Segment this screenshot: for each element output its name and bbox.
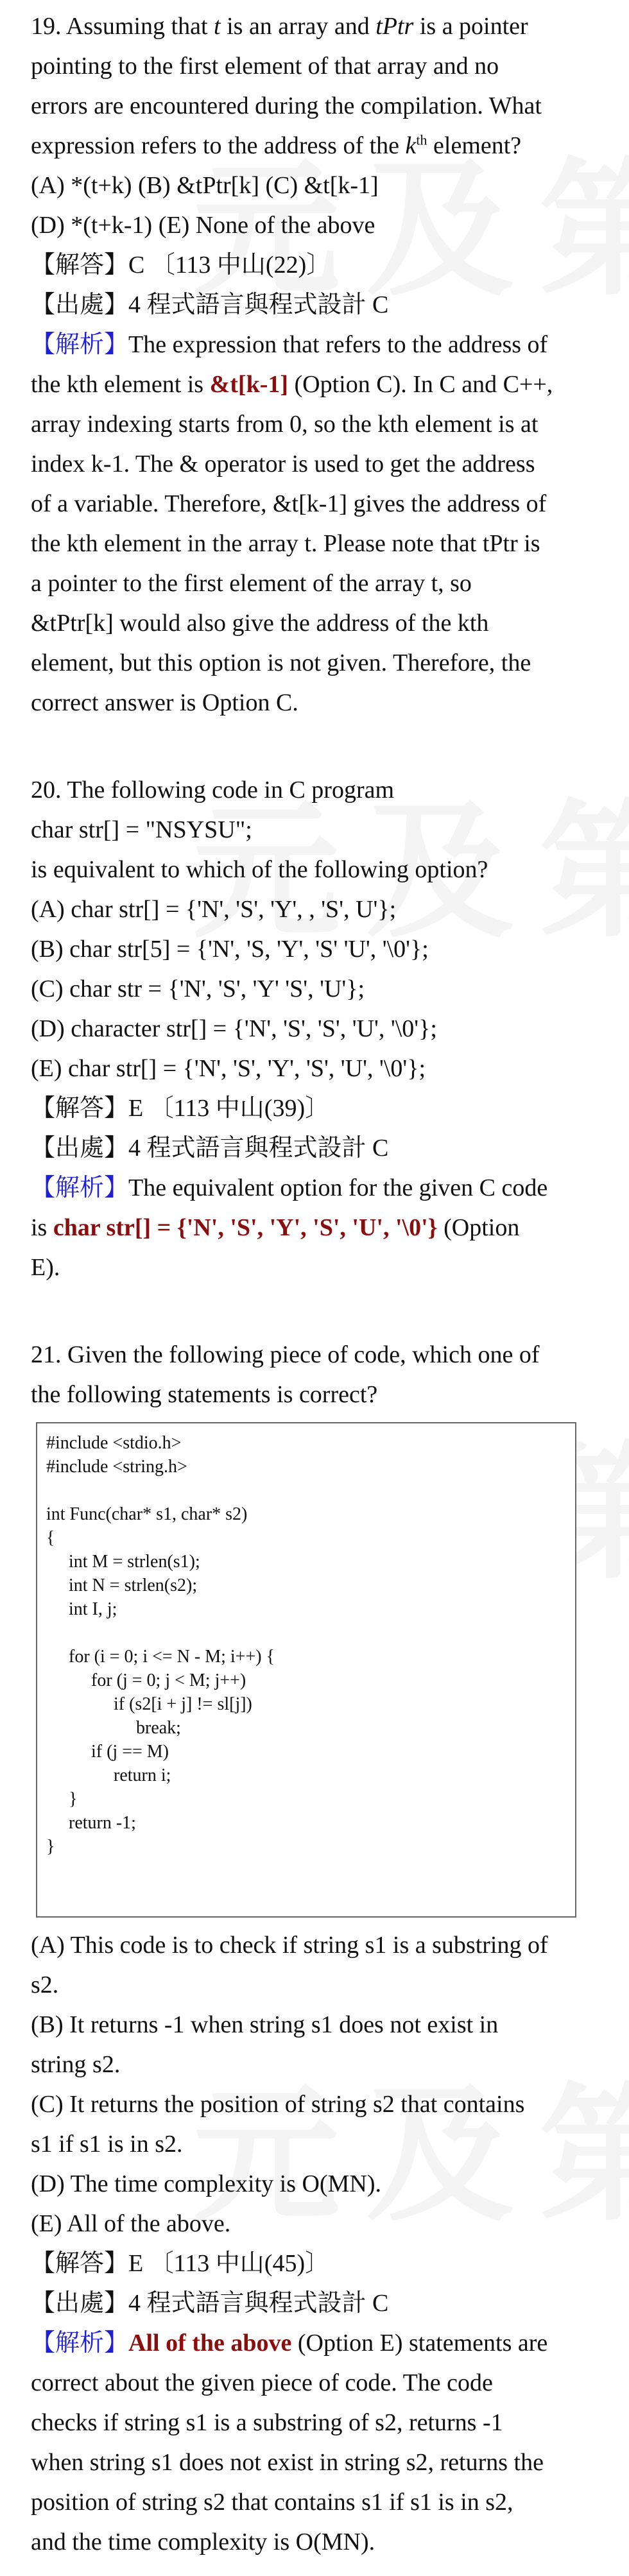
q20-line: char str[] = "NSYSU"; xyxy=(31,816,252,843)
q19-explanation: index k-1. The & operator is used to get the address xyxy=(31,451,535,477)
q19-line: pointing to the first element of that array and no xyxy=(31,53,499,80)
q21-option-b: (B) It returns -1 when string s1 does not exist in xyxy=(31,2011,499,2038)
q21-explanation: correct about the given piece of code. The code xyxy=(31,2369,493,2396)
q21-explanation: 【解析】All of the above (Option E) statements are xyxy=(31,2330,548,2357)
q21-explanation: position of string s2 that contains s1 if s1 is in s2, xyxy=(31,2489,513,2516)
q19-explanation: of a variable. Therefore, &t[k-1] gives the address of xyxy=(31,490,547,517)
q19-explanation: correct answer is Option C. xyxy=(31,689,298,716)
q21-option-b: string s2. xyxy=(31,2051,121,2078)
code-listing xyxy=(36,1422,576,1918)
q20-option-e: (E) char str[] = {'N', 'S', 'Y', 'S', 'U', '\0'}; xyxy=(31,1055,426,1082)
q21-option-e: (E) All of the above. xyxy=(31,2210,231,2237)
q19-answer: 【解答】C 〔113 中山(22)〕 xyxy=(31,252,331,279)
q19-explanation: a pointer to the first element of the array t, so xyxy=(31,570,472,597)
q19-line: expression refers to the address of the $k^{th}$ element? xyxy=(31,132,522,159)
q19-options-line: (D) *(t+k-1) (E) None of the above xyxy=(31,212,375,239)
q20-answer: 【解答】E 〔113 中山(39)〕 xyxy=(31,1095,330,1122)
q20-option-b: (B) char str[5] = {'N', 'S, 'Y', 'S' 'U', '\0'}; xyxy=(31,936,429,963)
q19-explanation: the kth element in the array t. Please note that tPtr is xyxy=(31,530,540,557)
q19-explanation: 【解析】The expression that refers to the address of xyxy=(31,331,548,358)
q19-explanation: &tPtr[k] would also give the address of the kth xyxy=(31,610,489,637)
q20-explanation: 【解析】The equivalent option for the given C code xyxy=(31,1174,548,1201)
q21-explanation: and the time complexity is O(MN). xyxy=(31,2529,375,2555)
q19-line: 19. Assuming that t is an array and tPtr is a pointer xyxy=(31,13,528,40)
q21-option-a: (A) This code is to check if string s1 is a substring of xyxy=(31,1932,548,1959)
question-19 xyxy=(31,6,608,723)
q19-line: errors are encountered during the compilation. What xyxy=(31,92,542,119)
question-20 xyxy=(31,770,608,1287)
question-21-options xyxy=(31,1925,608,2562)
q21-line: the following statements is correct? xyxy=(31,1381,378,1408)
q21-option-a: s2. xyxy=(31,1971,59,1998)
q21-option-c: s1 if s1 is in s2. xyxy=(31,2131,183,2158)
code-text: #include <stdio.h> #include <string.h> int Func(char* s1, char* s2) { int M = strlen(s1); int N = strlen(s2); int I, j; for (i = 0; i <= N - M; i++) { for (j = 0; j < M; j++) if (s2[i + j] != sl[j]) break; if (j == M) return i; } return -1; } xyxy=(46,1433,275,1857)
q20-line: 20. The following code in C program xyxy=(31,777,395,803)
q19-explanation: element, but this option is not given. Therefore, the xyxy=(31,649,531,676)
q19-options-line: (A) *(t+k) (B) &tPtr[k] (C) &t[k-1] xyxy=(31,172,379,199)
q21-option-d: (D) The time complexity is O(MN). xyxy=(31,2170,381,2197)
q21-answer: 【解答】E 〔113 中山(45)〕 xyxy=(31,2250,330,2277)
q21-source: 【出處】4 程式語言與程式設計 C xyxy=(31,2290,389,2317)
q21-line: 21. Given the following piece of code, which one of xyxy=(31,1341,540,1368)
q20-explanation: is char str[] = {'N', 'S', 'Y', 'S', 'U', '\0'} (Option xyxy=(31,1214,520,1241)
q20-line: is equivalent to which of the following option? xyxy=(31,856,488,883)
q20-source: 【出處】4 程式語言與程式設計 C xyxy=(31,1135,389,1162)
q19-explanation: the kth element is &t[k-1] (Option C). In C and C++, xyxy=(31,371,553,398)
question-21 xyxy=(31,1335,608,1414)
q20-explanation: E). xyxy=(31,1254,60,1281)
q20-option-c: (C) char str = {'N', 'S', 'Y' 'S', 'U'}; xyxy=(31,975,365,1002)
q20-option-d: (D) character str[] = {'N', 'S', 'S', 'U', '\0'}; xyxy=(31,1015,437,1042)
q21-option-c: (C) It returns the position of string s2 that contains xyxy=(31,2091,525,2118)
q21-explanation: checks if string s1 is a substring of s2, returns -1 xyxy=(31,2409,503,2436)
q19-source: 【出處】4 程式語言與程式設計 C xyxy=(31,291,389,318)
q20-option-a: (A) char str[] = {'N', 'S', 'Y', , 'S', U'}; xyxy=(31,896,397,923)
q19-explanation: array indexing starts from 0, so the kth element is at xyxy=(31,411,539,438)
q21-explanation: when string s1 does not exist in string s2, returns the xyxy=(31,2449,544,2476)
